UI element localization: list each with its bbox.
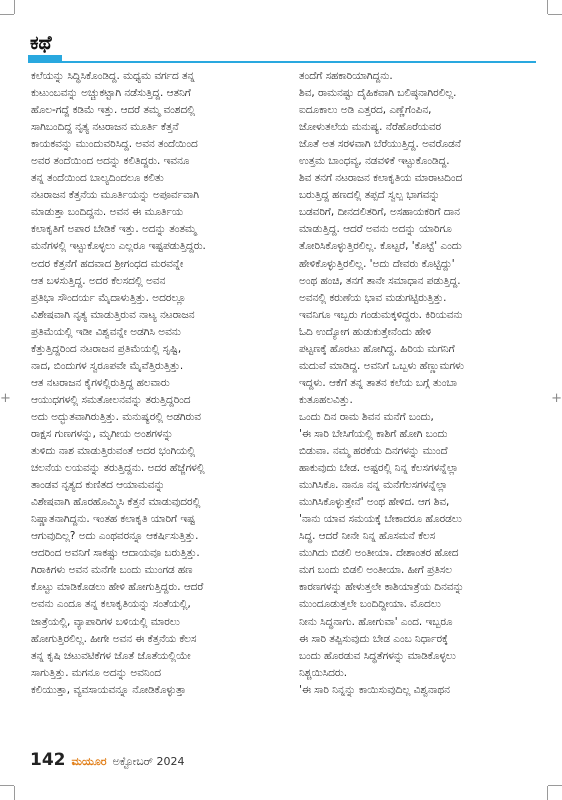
text-line: ರಾಕ್ಷಸ ಗುಣಗಳನ್ನು, ಮೃಗೀಯ ಅಂಶಗಳನ್ನು	[31, 427, 174, 440]
section-rule	[28, 61, 536, 63]
text-line: ಬಿಡುವಾ. ನಮ್ಮ ಹರಕೆಯ ದಿನಗಳನ್ನು ಮುಂದೆ	[299, 445, 448, 458]
text-line: ಸಾಗಿಬಂದಿದ್ದ ನೃತ್ಯ ನಟರಾಜನ ಮೂರ್ತಿ ಕೆತ್ತನೆ	[31, 121, 179, 134]
page-number: 142	[30, 750, 66, 770]
text-line: ಪ್ರತಿಮೆಯಲ್ಲಿ ಇಡೀ ವಿಶ್ವವನ್ನೇ ಅಡಗಿಸಿ ಅವನು	[31, 325, 181, 338]
text-line: ಮುಂದೂಡುತ್ತಲೇ ಬಂದಿದ್ದೀಯಾ. ಮೊದಲು	[299, 598, 441, 611]
text-line: ಬರುತ್ತಿದ್ದ ಹಣದಲ್ಲಿ ತಪ್ಪದೆ ಸ್ವಲ್ಪ ಭಾಗವನ್ನು	[299, 189, 440, 202]
text-line: ಚಲನೆಯ ಲಯವನ್ನು ತರುತ್ತಿದ್ದನು. ಅದರ ಹೆಜ್ಜೆಗಳಲ್ಲಿ	[31, 462, 205, 475]
text-line: ಓದಿ ಉದ್ಯೋಗ ಹುಡುಕುತ್ತೇನೆಂದು ಹೇಳಿ	[299, 325, 432, 338]
text-line: ಮುಗಿಸಿಕೊ. ನಾನೂ ನನ್ನ ಮನೆಗೆಲಸಗಳನ್ನೆಲ್ಲಾ	[299, 479, 448, 492]
text-line: ಶಿವ ತನಗೆ ನಟರಾಜನ ಕಲಾಕೃತಿಯ ಮಾರಾಟದಿಂದ	[299, 172, 463, 185]
text-line: ನೀನು ಸಿದ್ಧನಾಗು. ಹೋಗುವಾ' ಎಂದ. ಇಬ್ಬರೂ	[299, 615, 453, 628]
text-line: ಒಂದು ದಿನ ರಾಮ ಶಿವನ ಮನೆಗೆ ಬಂದು,	[299, 410, 434, 423]
crop-mark-top-right-v	[547, 0, 548, 14]
text-line: ಹಾಕುವುದು ಬೇಡ. ಅಷ್ಟರಲ್ಲಿ ನಿನ್ನ ಕೆಲಸಗಳನ್ನೆಲ್ಲಾ	[299, 462, 459, 475]
text-line: ಕಲಾಕೃತಿಗೆ ಅಪಾರ ಬೇಡಿಕೆ ಇತ್ತು. ಅದನ್ನು ತಂತಮ್ಮ	[31, 223, 197, 236]
text-line: ಜೊತೆ ಅತ ಸರಳವಾಗಿ ಬೆರೆಯುತ್ತಿದ್ದ. ಅವರೊಡನೆ	[299, 138, 461, 151]
text-line: ನಟರಾಜನ ಕೆತ್ತನೆಯ ಮೂರ್ತಿಯನ್ನು ಅಪೂರ್ವವಾಗಿ	[31, 189, 199, 202]
text-line: ಶಿವ, ರಾಮನಷ್ಟು ದೈಹಿಕವಾಗಿ ಬಲಿಷ್ಠನಾಗಿರಲಿಲ್ಲ.	[299, 87, 457, 100]
text-line: ಮದುವೆ ಮಾಡಿದ್ದ. ಅವನಿಗೆ ಒಬ್ಬಳು ಹೆಣ್ಣುಮಗಳು	[299, 359, 464, 372]
text-line: ಆಗುವುದಿಲ್ಲ? ಅದು ಎಂಥವರನ್ನೂ ಆಕರ್ಷಿಸುತ್ತಿತ್ತು.	[31, 530, 199, 543]
crop-mark-top-left-v	[14, 0, 15, 14]
text-line: ನಾದ, ಬಿಂದುಗಳ ಸ್ವರೂಪವೇ ಮೈವೆತ್ತಿರುತ್ತಿತ್ತು.	[31, 359, 184, 372]
text-line: ಮುಗಿದು ಬಿಡಲಿ ಅಂತೀಯಾ. ದೇಶಾಂತರ ಹೋದ	[299, 547, 459, 560]
text-line: ನಿಷ್ಣಾತನಾಗಿದ್ದನು. ಇಂತಹ ಕಲಾಕೃತಿ ಯಾರಿಗೆ ಇಷ್ಟ	[31, 513, 195, 526]
text-line: ಆಯುಧಗಳಲ್ಲಿ ಸಮತೋಲನವನ್ನು ತರುತ್ತಿದ್ದರಿಂದ	[31, 393, 191, 406]
text-line: ಹೋಗುತ್ತಿರಲಿಲ್ಲ. ಹೀಗೇ ಅವನ ಈ ಕೆತ್ತನೆಯ ಕೆಲಸ	[31, 632, 197, 645]
text-line: 'ಈ ಸಾರಿ ಬೇಸಿಗೆಯಲ್ಲಿ ಕಾಶಿಗೆ ಹೋಗಿ ಬಂದು	[299, 427, 448, 440]
text-line: ಕುತೂಹಲವಿತ್ತು.	[299, 393, 353, 406]
text-line: ಬಡವರಿಗೆ, ದೀನದಲಿತರಿಗೆ, ಅಸಹಾಯಕರಿಗೆ ದಾನ	[299, 206, 460, 219]
text-line: ಕೊಟ್ಟು ಮಾಡಿಕೊಡಲು ಹೇಳಿ ಹೋಗುತ್ತಿದ್ದರು. ಆದರೆ	[31, 581, 204, 594]
text-line: 'ನಾನು ಯಾವ ಸಮಯಕ್ಕೆ ಬೇಕಾದರೂ ಹೊರಡಲು	[299, 513, 462, 526]
section-title: ಕಥೆ	[30, 32, 52, 54]
text-line: ಅವನು ಎಂದೂ ತನ್ನ ಕಲಾಕೃತಿಯನ್ನು ಸಂತೆಯಲ್ಲಿ,	[31, 598, 191, 611]
text-line: ಪಟ್ಟಣಕ್ಕೆ ಹೊರಟು ಹೋಗಿದ್ದ. ಹಿರಿಯ ಮಗನಿಗೆ	[299, 342, 455, 355]
text-line: ತಂದೆಗೆ ಸಹಕಾರಿಯಾಗಿದ್ದನು.	[299, 70, 393, 82]
text-line: ತೋರಿಸಿಕೊಳ್ಳುತ್ತಿರಲಿಲ್ಲ. ಕೊಟ್ಟರೆ, 'ಕೊಟ್ಟೆ' ಎಂದು	[299, 240, 462, 253]
text-line: ಮಾಡುತ್ತಿದ್ದ. ಆದರೆ ಅವನು ಅದನ್ನು ಯಾರಿಗೂ	[299, 223, 452, 236]
registration-mark-left: +	[0, 391, 11, 406]
crop-mark-bottom-left-v	[14, 786, 15, 800]
text-line: ನಿಶ್ಚಯಿಸಿದರು.	[299, 666, 347, 679]
text-line: ವಿಶೇಷವಾಗಿ ಹೊರಹೊಮ್ಮಿಸಿ ಕೆತ್ತನೆ ಮಾಡುವುದರಲ್ಲಿ	[31, 496, 201, 509]
text-line: ಸಿದ್ಧ. ಆದರೆ ನೀನೇ ನಿನ್ನ ಹೊಸಮನೆ ಕೆಲಸ	[299, 530, 436, 543]
text-line: ಅಂಥ ಹಂಚಿ, ತನಗೆ ತಾನೇ ಸಮಾಧಾನ ಪಡುತ್ತಿದ್ದ.	[299, 274, 461, 287]
text-line: ಕಾರಣಗಳನ್ನು ಹೇಳುತ್ತಲೇ ಕಾಶಿಯಾತ್ರೆಯ ದಿನವನ್ನು	[299, 581, 464, 594]
text-line: ಜಾತ್ರೆಯಲ್ಲಿ, ವ್ಯಾಪಾರಿಗಳ ಬಳಿಯಲ್ಲಿ ಮಾರಲು	[31, 615, 180, 628]
text-line: ಉತ್ತಮ ಬಾಂಧವ್ಯ, ನಡವಳಿಕೆ ಇಟ್ಟುಕೊಂಡಿದ್ದ.	[299, 155, 450, 168]
text-line: ಅವನಲ್ಲಿ ಕರುಣೆಯ ಭಾವ ಮಡುಗಟ್ಟಿರುತ್ತಿತ್ತು.	[299, 291, 447, 304]
crop-mark-bottom-right-h	[548, 785, 562, 786]
text-line: ಪ್ರತಿಭಾ ಸೌಂದರ್ಯ ಮೈದಾಳುತ್ತಿತ್ತು. ಅದರಲ್ಲೂ	[31, 291, 186, 304]
crop-mark-bottom-right-v	[547, 786, 548, 800]
text-line: ತನ್ನ ಕೃಷಿ ಚಟುವಟಿಕೆಗಳ ಜೊತೆ ಜೊತೆಯಲ್ಲಿಯೇ	[31, 649, 191, 662]
text-line: ಬಂದು ಹೊರಡುವ ಸಿದ್ಧತೆಗಳನ್ನು ಮಾಡಿಕೊಳ್ಳಲು	[299, 649, 456, 662]
issue-date: ಅಕ್ಟೋಬರ್ 2024	[112, 755, 185, 768]
text-line: ಸಾಗುತ್ತಿತ್ತು. ಮಗನೂ ಅದನ್ನು ಅವನಿಂದ	[31, 666, 161, 679]
page-footer	[30, 750, 185, 770]
text-line: 'ಈ ಸಾರಿ ನಿನ್ನನ್ನು ಕಾಯಿಸುವುದಿಲ್ಲ ವಿಶ್ವನಾಥನ	[299, 683, 450, 696]
text-line: ಆತ ನಟರಾಜನ ಕೈಗಳಲ್ಲಿರುತ್ತಿದ್ದ ಹಲವಾರು	[31, 376, 170, 389]
text-line: ಗಿರಾಕಿಗಳು ಅವನ ಮನೆಗೇ ಬಂದು ಮುಂಗಡ ಹಣ	[31, 564, 193, 577]
text-line: ಆತ ಬಳಸುತ್ತಿದ್ದ. ಅದರ ಕೆಲಸದಲ್ಲಿ ಅವನ	[31, 274, 166, 287]
text-line: ಈ ಸಾರಿ ತಪ್ಪಿಸುವುದು ಬೇಡ ಎಂಬ ನಿರ್ಧಾರಕ್ಕೆ	[299, 632, 449, 645]
text-line: ತಾಂಡವ ನೃತ್ಯದ ಕುಣಿತದ ಆಯಾಮವನ್ನು	[31, 479, 165, 492]
text-line: ಜೋಳುತಲೆಯ ಮನುಷ್ಯ. ನೆರೆಹೊರೆಯವರ	[299, 121, 442, 134]
text-line: ಕಲೆಯನ್ನು ಸಿದ್ಧಿಸಿಕೊಂಡಿದ್ದ. ಮಧ್ಯಮ ವರ್ಗದ ತನ್ನ	[31, 70, 195, 82]
text-line: ಮುಗಿಸಿಕೊಳ್ಳುತ್ತೇನೆ' ಅಂಥ ಹೇಳಿದ. ಆಗ ಶಿವ,	[299, 496, 450, 509]
text-line: ಇವನಿಗೂ ಇಬ್ಬರು ಗಂಡುಮಕ್ಕಳಿದ್ದರು. ಕಿರಿಯವನು	[299, 308, 463, 321]
text-line: ಐದೂಕಾಲು ಅಡಿ ಎತ್ತರದ, ಎಣ್ಣೆಗೆಂಪಿನ,	[299, 104, 432, 117]
crop-mark-top-left-h	[0, 14, 14, 15]
text-line: ಹೇಳಿಕೊಳ್ಳುತ್ತಿರಲಿಲ್ಲ. 'ಅದು ದೇವರು ಕೊಟ್ಟಿದ್ದು'	[299, 257, 455, 270]
crop-mark-bottom-left-h	[0, 785, 14, 786]
registration-mark-right: +	[551, 391, 562, 406]
article-column-left	[31, 68, 267, 699]
text-line: ಅದರ ಕೆತ್ತನೆಗೆ ಹದವಾದ ಶ್ರೀಗಂಧದ ಮರವನ್ನೇ	[31, 257, 184, 270]
text-line: ಅದು ಅದ್ಭುತವಾಗಿರುತ್ತಿತ್ತು. ಮನುಷ್ಯರಲ್ಲಿ ಅಡಗಿರುವ	[31, 410, 201, 423]
text-line: ಮಾಡುತ್ತಾ ಬಂದಿದ್ದನು. ಅವನ ಈ ಮೂರ್ತಿಯ	[31, 206, 183, 219]
text-line: ತನ್ನ ತಂದೆಯಿಂದ ಬಾಲ್ಯದಿಂದಲೂ ಕಲಿತು	[31, 172, 164, 185]
text-line: ಕುಟುಂಬವನ್ನು ಅಚ್ಚುಕಟ್ಟಾಗಿ ನಡೆಸುತ್ತಿದ್ದ. ಆತನಿಗೆ	[31, 87, 191, 100]
text-line: ಅವರ ತಂದೆಯಿಂದ ಅದನ್ನು ಕಲಿತಿದ್ದರು. ಇವನೂ	[31, 155, 190, 168]
magazine-brand: ಮಯೂರ	[71, 755, 107, 768]
crop-mark-top-right-h	[548, 14, 562, 15]
text-line: ಕಾಯಕವನ್ನು ಮುಂದುವರಿಸಿದ್ದ. ಅವನ ತಂದೆಯಿಂದ	[31, 138, 198, 151]
text-line: ಹೊಲ-ಗದ್ದೆ ಕಡಿಮೆ ಇತ್ತು. ಆದರೆ ತಮ್ಮ ವಂಶದಲ್ಲಿ	[31, 104, 196, 117]
text-line: ಇದ್ದಳು. ಆಕೆಗೆ ತನ್ನ ತಾತನ ಕಲೆಯ ಬಗ್ಗೆ ತುಂಬಾ	[299, 376, 458, 389]
text-line: ಆದರಿಂದ ಅವನಿಗೆ ಸಾಕಷ್ಟು ಆದಾಯವೂ ಬರುತ್ತಿತ್ತು.	[31, 547, 200, 560]
text-line: ಕಲಿಯುತ್ತಾ, ವ್ಯವಸಾಯವನ್ನೂ ನೋಡಿಕೊಳ್ಳುತ್ತಾ	[31, 683, 187, 696]
text-line: ಕೆತ್ತುತ್ತಿದ್ದರಿಂದ ನಟರಾಜನ ಪ್ರತಿಮೆಯಲ್ಲಿ ಸೃಷ್ಟಿ,	[31, 342, 182, 355]
text-line: ಮನೆಗಳಲ್ಲಿ ಇಟ್ಟುಕೊಳ್ಳಲು ಎಲ್ಲರೂ ಇಷ್ಟಪಡುತ್ತಿದ್ದರು.	[31, 240, 206, 253]
text-line: ವಿಶೇಷವಾಗಿ ನೃತ್ಯ ಮಾಡುತ್ತಿರುವ ನಾಟ್ಯ ನಟರಾಜನ	[31, 308, 195, 321]
article-column-right	[299, 68, 535, 699]
text-line: ತುಳಿದು ನಾಶ ಮಾಡುತ್ತಿರುವಂತೆ ಅದರ ಭಂಗಿಯಲ್ಲಿ	[31, 445, 196, 458]
text-line: ಮಗ ಬಂದು ಬಿಡಲಿ ಅಂತೀಯಾ. ಹೀಗೆ ಪ್ರತಿಸಲ	[299, 564, 452, 577]
